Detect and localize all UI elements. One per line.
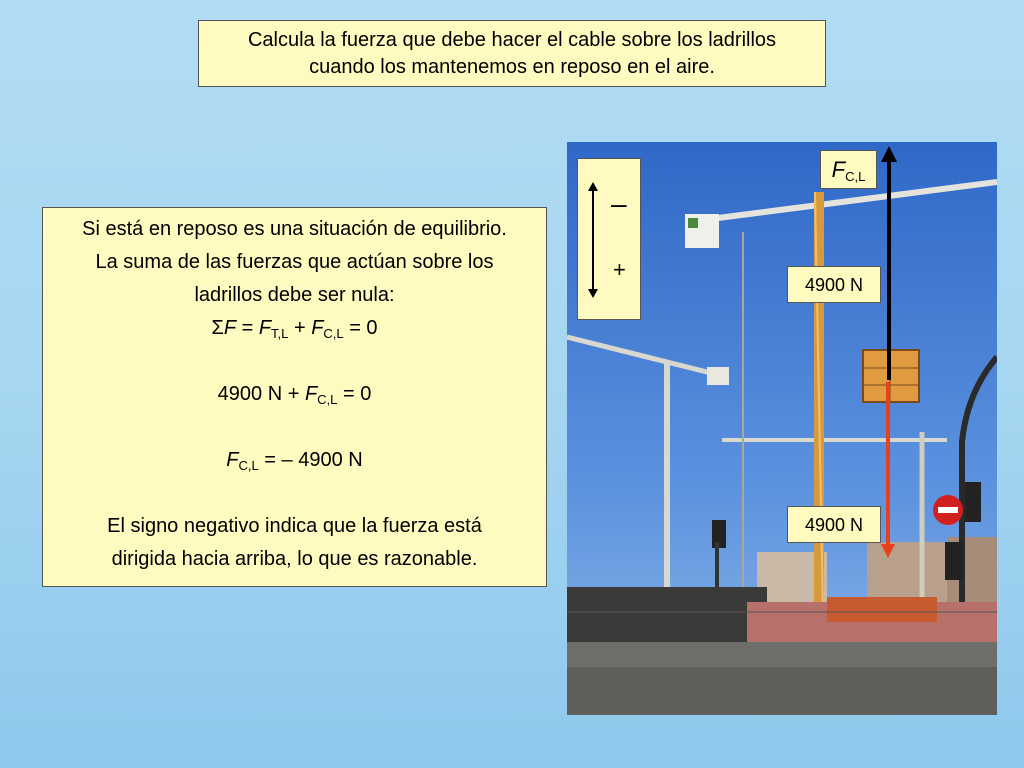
eq2-lead: 4900 N + bbox=[217, 383, 305, 405]
eq1-F1: F bbox=[258, 317, 272, 339]
eq2-sub: C,L bbox=[317, 392, 338, 407]
solution-line-2: La suma de las fuerzas que actúan sobre los bbox=[95, 251, 494, 273]
plus-sign: + bbox=[613, 257, 626, 282]
sign-convention-box bbox=[577, 158, 641, 320]
eq2-tail: = 0 bbox=[337, 383, 372, 405]
fcl-label bbox=[820, 150, 877, 189]
eq3-F: F bbox=[226, 449, 239, 471]
eq3-tail: = – 4900 N bbox=[258, 449, 363, 471]
fcl-F: F bbox=[831, 157, 846, 182]
eq1-sub-2: C,L bbox=[323, 326, 344, 341]
eq1-equals: = bbox=[236, 317, 259, 339]
eq3-sub: C,L bbox=[238, 458, 259, 473]
fcl-sub: C,L bbox=[845, 169, 866, 184]
eq1-tail: = 0 bbox=[343, 317, 378, 339]
eq1-F2: F bbox=[311, 317, 324, 339]
tension-arrow-up bbox=[881, 146, 897, 380]
solution-line-1: Si está en reposo es una situación de equilibrio. bbox=[82, 218, 507, 240]
upper-force-label: 4900 N bbox=[787, 266, 881, 303]
eq1-sub-1: T,L bbox=[271, 326, 289, 341]
weight-arrow-down bbox=[881, 382, 895, 558]
solution-line-3: ladrillos debe ser nula: bbox=[194, 284, 395, 306]
eq2-F: F bbox=[304, 383, 318, 405]
minus-sign: – bbox=[611, 188, 627, 219]
eq1-plus: + bbox=[288, 317, 312, 339]
question-line-2: cuando los mantenemos en reposo en el aire. bbox=[309, 56, 715, 78]
lower-force-label: 4900 N bbox=[787, 506, 881, 543]
eq1-F: F bbox=[223, 317, 237, 339]
question-line-1: Calcula la fuerza que debe hacer el cable sobre los ladrillos bbox=[247, 29, 777, 51]
solution-line-4: El signo negativo indica que la fuerza está bbox=[107, 515, 482, 537]
solution-line-5: dirigida hacia arriba, lo que es razonable. bbox=[111, 548, 478, 570]
double-arrow-icon bbox=[586, 181, 600, 299]
sigma-symbol: Σ bbox=[211, 317, 224, 339]
